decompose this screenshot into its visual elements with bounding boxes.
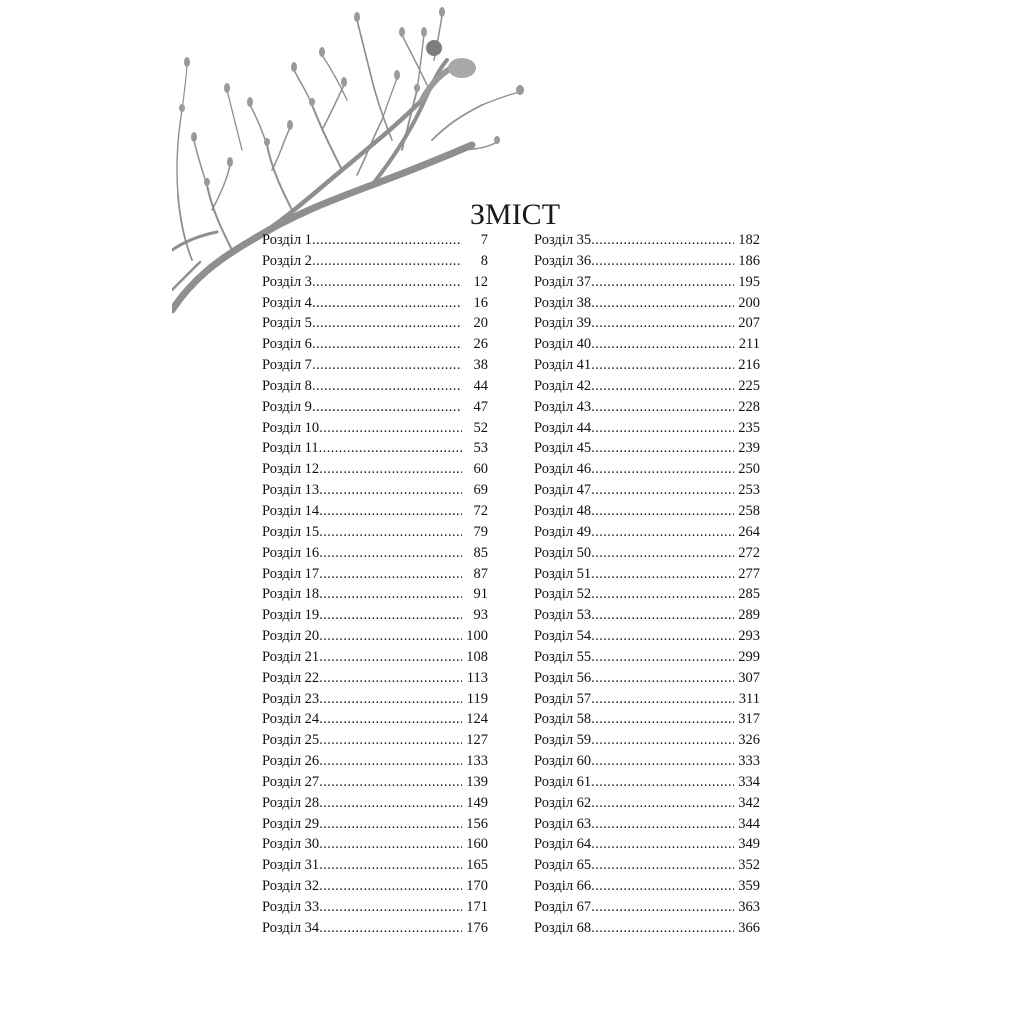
toc-entry-label: Розділ 29 — [262, 815, 320, 832]
toc-entry-page: 16 — [473, 294, 488, 311]
toc-entry-page: 171 — [466, 899, 488, 915]
toc-entry-label: Розділ 14 — [262, 502, 320, 519]
toc-entry-page: 344 — [738, 815, 760, 832]
toc-entry-page: 211 — [738, 336, 760, 353]
toc-entry — [534, 543, 760, 564]
toc-entry — [262, 834, 488, 855]
toc-dot-leader — [591, 918, 734, 939]
toc-entry — [534, 418, 760, 439]
toc-entry-label: Розділ 43 — [534, 398, 592, 415]
toc-entry-label: Розділ 11 — [262, 440, 319, 457]
toc-dot-leader — [319, 480, 462, 501]
toc-entry-page: 326 — [738, 732, 760, 749]
toc-entry-label: Розділ 36 — [534, 252, 592, 269]
toc-dot-leader — [591, 438, 734, 459]
toc-dot-leader — [312, 376, 462, 397]
toc-dot-leader — [591, 293, 734, 314]
toc-column-right — [534, 230, 760, 939]
toc-entry-label: Розділ 34 — [262, 919, 320, 936]
toc-entry — [262, 772, 488, 793]
toc-entry-label: Розділ 9 — [262, 398, 312, 415]
toc-entry-label: Розділ 31 — [262, 857, 320, 874]
toc-entry-page: 228 — [738, 398, 760, 415]
toc-entry-page: 12 — [473, 273, 488, 290]
toc-dot-leader — [591, 230, 734, 251]
toc-entry-label: Розділ 12 — [262, 461, 320, 478]
toc-entry-page: 317 — [738, 711, 760, 728]
toc-entry-label: Розділ 37 — [534, 273, 592, 290]
toc-entry — [262, 668, 488, 689]
toc-entry-label: Розділ 16 — [262, 544, 320, 561]
toc-entry-label: Розділ 67 — [534, 899, 592, 915]
toc-dot-leader — [312, 313, 462, 334]
toc-entry — [534, 668, 760, 689]
toc-entry — [534, 605, 760, 626]
toc-dot-leader — [591, 814, 734, 835]
toc-entry-label: Розділ 38 — [534, 294, 592, 311]
toc-entry — [262, 459, 488, 480]
toc-entry-page: 307 — [738, 669, 760, 686]
toc-entry — [262, 251, 488, 272]
toc-entry-label: Розділ 23 — [262, 690, 320, 707]
toc-entry-page: 160 — [466, 836, 488, 853]
toc-dot-leader — [319, 668, 462, 689]
toc-entry-label: Розділ 50 — [534, 544, 592, 561]
toc-entry-page: 20 — [473, 315, 488, 332]
toc-entry-page: 250 — [738, 461, 760, 478]
toc-dot-leader — [319, 459, 462, 480]
toc-entry — [262, 313, 488, 334]
toc-dot-leader — [591, 772, 734, 793]
toc-entry-label: Розділ 65 — [534, 857, 592, 874]
toc-entry — [534, 647, 760, 668]
toc-entry-label: Розділ 27 — [262, 773, 320, 790]
toc-entry-label: Розділ 35 — [534, 232, 592, 248]
toc-entry-page: 363 — [738, 899, 760, 915]
toc-dot-leader — [591, 626, 734, 647]
toc-entry-page: 124 — [466, 711, 488, 728]
toc-entry-page: 85 — [473, 544, 488, 561]
toc-dot-leader — [591, 418, 734, 439]
toc-entry-page: 139 — [466, 773, 488, 790]
toc-entry-page: 53 — [473, 440, 488, 457]
toc-dot-leader — [312, 293, 462, 314]
toc-entry-label: Розділ 3 — [262, 273, 312, 290]
toc-entry-label: Розділ 20 — [262, 628, 320, 645]
toc-entry-label: Розділ 59 — [534, 732, 592, 749]
toc-entry-label: Розділ 68 — [534, 919, 592, 936]
toc-entry — [262, 230, 488, 251]
toc-entry-page: 149 — [466, 794, 488, 811]
toc-dot-leader — [591, 355, 734, 376]
toc-entry-label: Розділ 58 — [534, 711, 592, 728]
toc-entry-page: 38 — [473, 357, 488, 374]
toc-entry — [534, 293, 760, 314]
toc-entry — [534, 564, 760, 585]
toc-dot-leader — [319, 438, 462, 459]
toc-dot-leader — [591, 605, 734, 626]
toc-entry — [534, 689, 760, 710]
toc-entry-page: 165 — [466, 857, 488, 874]
toc-entry-page: 195 — [738, 273, 760, 290]
toc-entry-label: Розділ 13 — [262, 482, 320, 499]
toc-dot-leader — [319, 689, 462, 710]
toc-entry — [262, 793, 488, 814]
toc-entry-page: 200 — [738, 294, 760, 311]
toc-entry-page: 311 — [738, 690, 760, 707]
toc-entry-label: Розділ 17 — [262, 565, 320, 582]
toc-dot-leader — [591, 584, 734, 605]
toc-entry — [262, 334, 488, 355]
toc-entry — [262, 855, 488, 876]
toc-entry-page: 26 — [473, 336, 488, 353]
toc-entry-page: 186 — [738, 252, 760, 269]
toc-dot-leader — [319, 418, 462, 439]
toc-entry-label: Розділ 41 — [534, 357, 592, 374]
toc-entry-label: Розділ 25 — [262, 732, 320, 749]
toc-entry-page: 119 — [466, 690, 488, 707]
toc-entry — [262, 689, 488, 710]
toc-entry — [534, 709, 760, 730]
toc-entry-page: 333 — [738, 753, 760, 770]
toc-entry — [262, 438, 488, 459]
toc-entry-page: 93 — [473, 607, 488, 624]
toc-entry — [534, 480, 760, 501]
toc-entry — [262, 876, 488, 897]
toc-entry — [534, 855, 760, 876]
toc-entry — [534, 897, 760, 918]
toc-dot-leader — [312, 251, 462, 272]
toc-dot-leader — [319, 814, 462, 835]
toc-dot-leader — [591, 730, 734, 751]
toc-entry — [262, 647, 488, 668]
toc-entry-page: 352 — [738, 857, 760, 874]
toc-dot-leader — [319, 647, 462, 668]
toc-entry-label: Розділ 32 — [262, 878, 320, 895]
toc-entry-label: Розділ 15 — [262, 523, 320, 540]
toc-entry — [262, 897, 488, 918]
toc-entry — [534, 376, 760, 397]
toc-entry-page: 113 — [466, 669, 488, 686]
toc-dot-leader — [319, 897, 462, 918]
toc-dot-leader — [319, 751, 462, 772]
toc-entry — [262, 814, 488, 835]
toc-entry — [534, 397, 760, 418]
toc-entry — [534, 272, 760, 293]
toc-entry-page: 289 — [738, 607, 760, 624]
toc-dot-leader — [319, 543, 462, 564]
toc-entry-label: Розділ 46 — [534, 461, 592, 478]
toc-entry-page: 253 — [738, 482, 760, 499]
toc-entry-page: 100 — [466, 628, 488, 645]
toc-entry — [534, 626, 760, 647]
toc-entry-label: Розділ 51 — [534, 565, 592, 582]
toc-entry-page: 349 — [738, 836, 760, 853]
toc-dot-leader — [591, 647, 734, 668]
toc-column-left — [262, 230, 488, 939]
toc-entry-page: 239 — [738, 440, 760, 457]
toc-entry-label: Розділ 18 — [262, 586, 320, 603]
toc-entry — [262, 397, 488, 418]
toc-dot-leader — [319, 772, 462, 793]
toc-dot-leader — [319, 584, 462, 605]
toc-entry-label: Розділ 1 — [262, 232, 312, 248]
toc-dot-leader — [319, 793, 462, 814]
toc-entry — [262, 355, 488, 376]
toc-entry-page: 170 — [466, 878, 488, 895]
toc-entry-label: Розділ 53 — [534, 607, 592, 624]
toc-entry — [262, 564, 488, 585]
toc-entry-label: Розділ 61 — [534, 773, 592, 790]
toc-entry — [534, 459, 760, 480]
toc-entry-page: 235 — [738, 419, 760, 436]
toc-entry — [534, 334, 760, 355]
toc-entry — [262, 918, 488, 939]
toc-dot-leader — [591, 501, 734, 522]
toc-entry-label: Розділ 64 — [534, 836, 592, 853]
toc-entry-label: Розділ 45 — [534, 440, 592, 457]
toc-dot-leader — [591, 251, 734, 272]
toc-entry-label: Розділ 48 — [534, 502, 592, 519]
toc-entry-page: 47 — [473, 398, 488, 415]
toc-entry — [534, 313, 760, 334]
toc-entry-label: Розділ 44 — [534, 419, 592, 436]
toc-dot-leader — [591, 897, 734, 918]
toc-entry — [262, 376, 488, 397]
toc-entry-label: Розділ 63 — [534, 815, 592, 832]
toc-entry — [534, 751, 760, 772]
toc-entry-label: Розділ 19 — [262, 607, 320, 624]
toc-entry — [534, 918, 760, 939]
toc-entry-label: Розділ 39 — [534, 315, 592, 332]
toc-dot-leader — [591, 876, 734, 897]
toc-entry — [262, 605, 488, 626]
toc-entry — [534, 355, 760, 376]
toc-entry-page: 334 — [738, 773, 760, 790]
toc-entry-label: Розділ 22 — [262, 669, 320, 686]
toc-entry-label: Розділ 47 — [534, 482, 592, 499]
toc-dot-leader — [591, 522, 734, 543]
toc-dot-leader — [591, 313, 734, 334]
toc-entry-label: Розділ 56 — [534, 669, 592, 686]
toc-entry-page: 72 — [473, 502, 488, 519]
toc-entry-page: 258 — [738, 502, 760, 519]
toc-entry-label: Розділ 2 — [262, 252, 312, 269]
toc-dot-leader — [591, 459, 734, 480]
toc-entry — [534, 772, 760, 793]
toc-entry-page: 182 — [738, 232, 760, 248]
toc-entry-page: 359 — [738, 878, 760, 895]
toc-entry-page: 8 — [480, 252, 488, 269]
toc-entry-page: 69 — [473, 482, 488, 499]
toc-entry-label: Розділ 66 — [534, 878, 592, 895]
toc-entry-page: 133 — [466, 753, 488, 770]
toc-entry-page: 285 — [738, 586, 760, 603]
toc-entry-label: Розділ 62 — [534, 794, 592, 811]
toc-dot-leader — [591, 855, 734, 876]
toc-entry-label: Розділ 54 — [534, 628, 592, 645]
toc-entry-page: 225 — [738, 377, 760, 394]
toc-entry — [534, 584, 760, 605]
toc-dot-leader — [319, 709, 462, 730]
toc-entry-page: 87 — [473, 565, 488, 582]
toc-entry-label: Розділ 21 — [262, 648, 320, 665]
toc-dot-leader — [319, 564, 462, 585]
toc-entry-label: Розділ 10 — [262, 419, 320, 436]
toc-entry — [262, 418, 488, 439]
toc-entry — [534, 814, 760, 835]
toc-dot-leader — [591, 480, 734, 501]
toc-entry-page: 366 — [738, 919, 760, 936]
toc-entry — [534, 793, 760, 814]
toc-entry-label: Розділ 52 — [534, 586, 592, 603]
toc-entry — [534, 730, 760, 751]
toc-entry-label: Розділ 33 — [262, 899, 320, 915]
toc-entry — [262, 501, 488, 522]
toc-dot-leader — [319, 730, 462, 751]
toc-entry-label: Розділ 6 — [262, 336, 312, 353]
toc-entry-page: 293 — [738, 628, 760, 645]
toc-dot-leader — [312, 230, 462, 251]
toc-entry — [262, 272, 488, 293]
toc-entry — [262, 709, 488, 730]
toc-dot-leader — [591, 376, 734, 397]
toc-entry-page: 60 — [473, 461, 488, 478]
toc-entry — [534, 876, 760, 897]
toc-dot-leader — [591, 834, 734, 855]
toc-entry — [262, 522, 488, 543]
toc-entry-label: Розділ 40 — [534, 336, 592, 353]
toc-entry-page: 91 — [473, 586, 488, 603]
toc-dot-leader — [591, 543, 734, 564]
toc-entry-page: 44 — [473, 377, 488, 394]
toc-dot-leader — [591, 334, 734, 355]
toc-entry — [262, 626, 488, 647]
toc-entry — [534, 230, 760, 251]
toc-entry-page: 299 — [738, 648, 760, 665]
toc-entry-page: 216 — [738, 357, 760, 374]
toc-entry-page: 342 — [738, 794, 760, 811]
toc-entry-label: Розділ 5 — [262, 315, 312, 332]
toc-dot-leader — [591, 709, 734, 730]
toc-entry-label: Розділ 24 — [262, 711, 320, 728]
toc-entry-label: Розділ 55 — [534, 648, 592, 665]
toc-entry — [534, 251, 760, 272]
toc-dot-leader — [591, 272, 734, 293]
toc-dot-leader — [591, 564, 734, 585]
toc-entry-page: 264 — [738, 523, 760, 540]
toc-dot-leader — [591, 668, 734, 689]
toc-entry-label: Розділ 49 — [534, 523, 592, 540]
toc-entry-page: 176 — [466, 919, 488, 936]
toc-entry-label: Розділ 8 — [262, 377, 312, 394]
toc-entry-page: 108 — [466, 648, 488, 665]
toc-entry-label: Розділ 26 — [262, 753, 320, 770]
toc-entry-page: 156 — [466, 815, 488, 832]
toc-dot-leader — [319, 918, 462, 939]
toc-dot-leader — [319, 501, 462, 522]
toc-entry-label: Розділ 57 — [534, 690, 592, 707]
toc-entry — [262, 584, 488, 605]
toc-entry — [262, 730, 488, 751]
toc-dot-leader — [319, 834, 462, 855]
toc-entry — [534, 438, 760, 459]
toc-dot-leader — [591, 751, 734, 772]
toc-dot-leader — [591, 793, 734, 814]
toc-entry-page: 272 — [738, 544, 760, 561]
toc-entry-label: Розділ 42 — [534, 377, 592, 394]
toc-dot-leader — [319, 855, 462, 876]
toc-entry-page: 79 — [473, 523, 488, 540]
toc-entry-page: 277 — [738, 565, 760, 582]
toc-dot-leader — [319, 522, 462, 543]
toc-dot-leader — [319, 605, 462, 626]
toc-dot-leader — [312, 355, 462, 376]
toc-entry — [262, 480, 488, 501]
page-title: ЗМІСТ — [469, 198, 561, 232]
toc-dot-leader — [312, 334, 462, 355]
toc-entry-label: Розділ 30 — [262, 836, 320, 853]
toc-entry-page: 207 — [738, 315, 760, 332]
toc-entry-label: Розділ 7 — [262, 357, 312, 374]
toc-entry — [262, 293, 488, 314]
toc-entry — [534, 501, 760, 522]
toc-dot-leader — [312, 272, 462, 293]
toc-entry — [534, 834, 760, 855]
toc-entry-label: Розділ 60 — [534, 753, 592, 770]
toc-dot-leader — [312, 397, 462, 418]
toc-entry-label: Розділ 4 — [262, 294, 312, 311]
toc-entry-page: 52 — [473, 419, 488, 436]
toc-entry — [534, 522, 760, 543]
toc-dot-leader — [591, 397, 734, 418]
toc-entry-label: Розділ 28 — [262, 794, 320, 811]
toc-dot-leader — [591, 689, 734, 710]
toc-entry — [262, 751, 488, 772]
toc-dot-leader — [319, 626, 462, 647]
toc-entry-page: 127 — [466, 732, 488, 749]
toc-entry — [262, 543, 488, 564]
toc-entry-page: 7 — [480, 232, 488, 248]
toc-dot-leader — [319, 876, 462, 897]
